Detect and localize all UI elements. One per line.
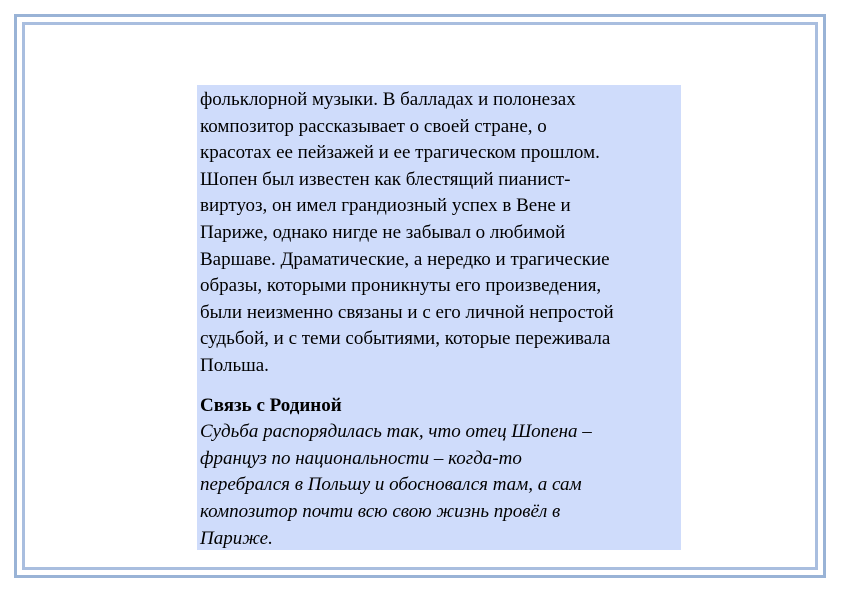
paragraph-line: Париже, однако нигде не забывал о любимой [200,221,566,243]
italic-line: перебрался в Польшу и обосновался там, а сам [200,474,582,496]
italic-line: Париже. [200,527,273,549]
section-heading: Связь с Родиной [200,394,342,416]
italic-line: Судьба распорядилась так, что отец Шопена – [200,421,592,443]
paragraph-line: Шопен был известен как блестящий пианист- [200,168,571,190]
paragraph-line: виртуоз, он имел грандиозный успех в Вене и [200,195,571,217]
paragraph-line: Польша. [200,354,269,376]
text-block [197,85,681,550]
paragraph-line: образы, которыми проникнуты его произведения, [200,275,602,297]
paragraph-line: Варшаве. Драматические, а нередко и трагические [200,248,610,270]
paragraph-line: были неизменно связаны и с его личной непростой [200,301,614,323]
paragraph-line: судьбой, и с теми событиями, которые переживала [200,328,611,350]
paragraph-line: фольклорной музыки. В балладах и полонезах [200,89,576,110]
paragraph-line: красотах ее пейзажей и ее трагическом прошлом. [200,142,600,164]
italic-line: композитор почти всю свою жизнь провёл в [200,500,561,522]
italic-line: француз по национальности – когда-то [200,447,522,469]
paragraph-line: композитор рассказывает о своей стране, о [200,115,547,137]
